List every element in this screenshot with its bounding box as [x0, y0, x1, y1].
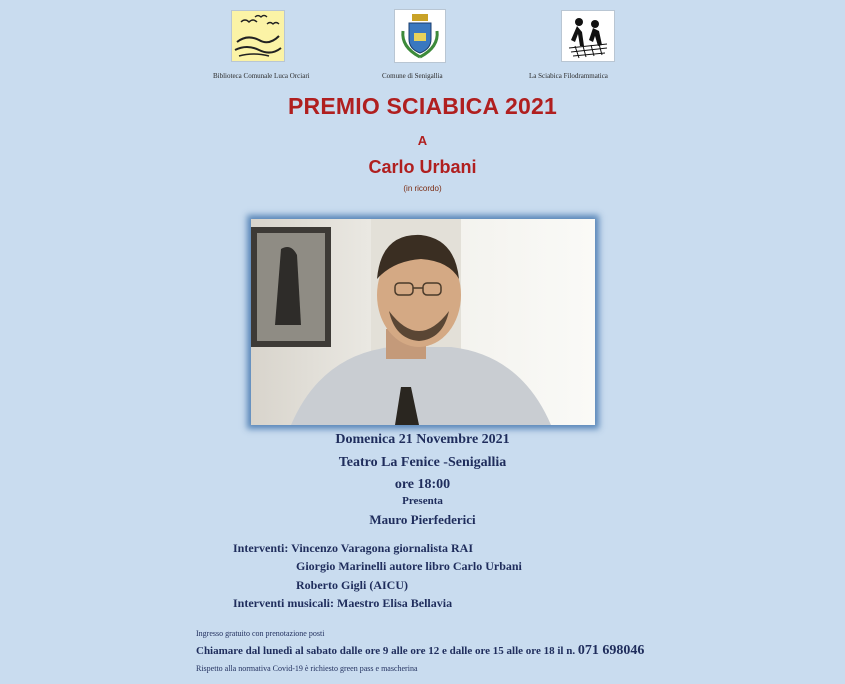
event-venue: Teatro La Fenice -Senigallia [338, 455, 507, 470]
event-date: Domenica 21 Novembre 2021 [335, 432, 510, 447]
event-time: ore 18:00 [394, 477, 451, 492]
presenter-name: Mauro Pierfederici [369, 512, 476, 527]
city-crest-icon [397, 11, 443, 61]
phone-number: 071 698046 [577, 643, 645, 658]
award-title: PREMIO SCIABICA 2021 [288, 93, 557, 119]
honoree-name: Carlo Urbani [368, 157, 477, 177]
covid-note: Rispetto alla normativa Covid-19 è richiesto green pass e mascherina [196, 664, 418, 673]
speaker-line: Roberto Gigli (AICU) [296, 578, 408, 592]
honoree-photo [251, 219, 595, 425]
speaker-line: Interventi: Vincenzo Varagona giornalista RAI [233, 541, 473, 555]
comune-label: Comune di Senigallia [382, 72, 443, 80]
memorial-note: (in ricordo) [403, 184, 442, 193]
seagulls-boat-icon [233, 12, 283, 60]
conjunction: A [417, 133, 428, 148]
call-text: Chiamare dal lunedì al sabato dalle ore 9 alle ore 12 e dalle ore 15 alle ore 18 il n. [196, 645, 576, 657]
call-info [196, 643, 644, 659]
portrait-image [251, 219, 595, 425]
biblioteca-logo [231, 10, 285, 62]
comune-logo [394, 9, 446, 63]
biblioteca-label: Biblioteca Comunale Luca Orciari [213, 72, 310, 80]
speaker-line: Interventi musicali: Maestro Elisa Bellavia [233, 596, 453, 610]
sciabica-logo [561, 10, 615, 62]
fishermen-net-icon [563, 12, 613, 60]
entry-note: Ingresso gratuito con prenotazione posti [196, 629, 325, 638]
speaker-line: Giorgio Marinelli autore libro Carlo Urbani [296, 559, 522, 573]
sciabica-label: La Sciabica Filodrammatica [529, 72, 608, 80]
presents-label: Presenta [402, 495, 443, 507]
